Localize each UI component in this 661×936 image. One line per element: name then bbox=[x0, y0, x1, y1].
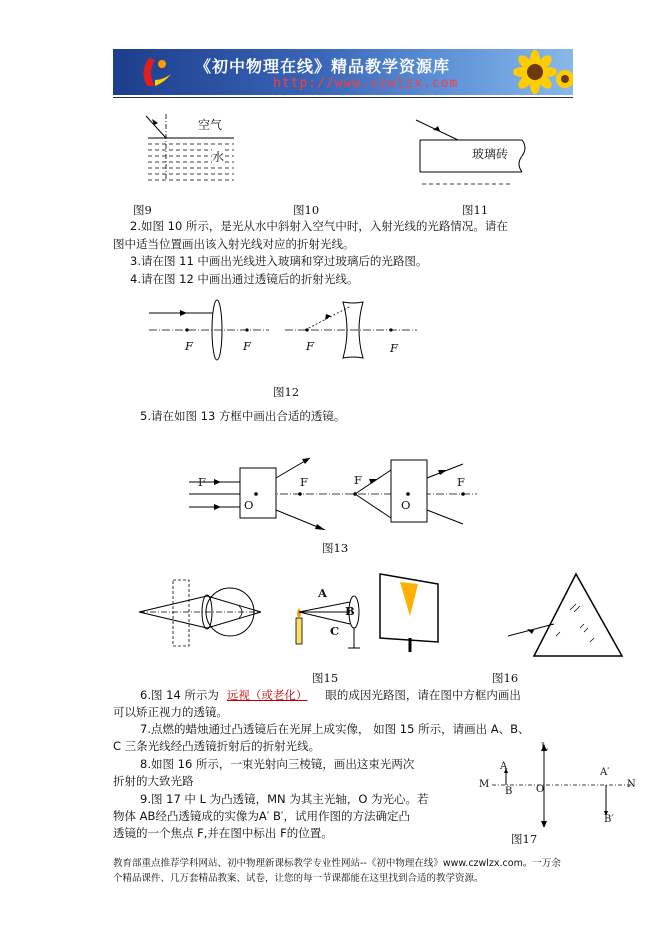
figure-15-diagram bbox=[292, 572, 442, 656]
fig11-caption: 图11 bbox=[462, 203, 489, 217]
fig15-label-c: C bbox=[330, 624, 340, 638]
q9-line3: 透镜的一个焦点 F,并在图中标出 F的位置。 bbox=[113, 826, 333, 840]
q4-text: 4.请在图 12 中画出通过透镜后的折射光线。 bbox=[130, 272, 359, 286]
fig9-caption: 图9 bbox=[133, 203, 152, 217]
fig17-label-n: N bbox=[627, 779, 636, 790]
q2-line2: 图中适当位置画出该入射光线对应的折射光线。 bbox=[113, 237, 355, 251]
fig17-label-l: L bbox=[541, 742, 548, 753]
fig17-label-a: A bbox=[500, 761, 508, 772]
footer-line1: 教育部重点推荐学科网站、初中物理新课标教学专业性网站--《初中物理在线》www.czwlzx.com。一万余 bbox=[113, 858, 561, 869]
q3-text: 3.请在图 11 中画出光线进入玻璃和穿过玻璃后的光路图。 bbox=[130, 254, 428, 268]
fig17-label-o: O bbox=[536, 784, 545, 795]
q2-line1: 2.如图 10 所示，是光从水中斜射入空气中时，入射光线的光路情况。请在 bbox=[130, 219, 508, 233]
q6-line1 bbox=[140, 687, 521, 704]
fig12-f-label-2: F bbox=[243, 339, 251, 353]
sunflower-icon bbox=[505, 49, 573, 95]
fig17-label-a-prime: A′ bbox=[600, 767, 610, 778]
q6-suffix: 眼的成因光路图，请在图中方框内画出 bbox=[325, 688, 521, 702]
fig17-label-m: M bbox=[479, 779, 490, 790]
fig13-o-label-1: O bbox=[244, 498, 254, 512]
q6-answer: 远视（或老化） bbox=[226, 688, 308, 702]
fig12-f-label-3: F bbox=[306, 339, 314, 353]
fig12-f-label-4: F bbox=[390, 341, 398, 355]
fig17-label-b: B bbox=[505, 786, 513, 797]
fig13-f-label-2: F bbox=[300, 475, 308, 489]
fig9-water-label: 水 bbox=[212, 150, 225, 164]
fig10-caption: 图10 bbox=[293, 203, 320, 217]
site-logo-icon bbox=[135, 52, 175, 92]
header-rule bbox=[113, 97, 573, 98]
q7-line2: C 三条光线经凸透镜折射后的折射光线。 bbox=[113, 739, 321, 753]
footer-line2: 个精品课件、几万套精品教案、试卷，让您的每一节课都能在这里找到合适的教学资源。 bbox=[113, 873, 484, 884]
q8-line1: 8.如图 16 所示，一束光射向三棱镜，画出这束光两次 bbox=[140, 757, 415, 771]
q9-line1: 9.图 17 中 L 为凸透镜，MN 为其主光轴，O 为光心。若 bbox=[140, 792, 429, 806]
fig15-label-b: B bbox=[345, 604, 355, 618]
fig13-caption: 图13 bbox=[322, 541, 349, 555]
fig16-caption: 图16 bbox=[492, 671, 519, 685]
banner-title: 《初中物理在线》精品教学资源库 bbox=[195, 57, 451, 76]
fig9-air-label: 空气 bbox=[198, 118, 223, 132]
fig12-caption: 图12 bbox=[273, 385, 300, 399]
fig17-label-b-prime: B′ bbox=[604, 814, 614, 825]
fig13-o-label-2: O bbox=[401, 498, 411, 512]
q6-line2: 可以矫正视力的透镜。 bbox=[113, 705, 228, 719]
q6-prefix: 6.图 14 所示为 bbox=[140, 688, 219, 702]
fig13-f-label-1: F bbox=[198, 475, 206, 489]
fig11-glass-label: 玻璃砖 bbox=[472, 147, 509, 161]
fig13-f-label-4: F bbox=[457, 475, 465, 489]
figure-9-diagram bbox=[140, 110, 240, 188]
q5-text: 5.请在如图 13 方框中画出合适的透镜。 bbox=[140, 409, 346, 423]
fig15-caption: 图15 bbox=[312, 671, 339, 685]
fig13-f-label-3: F bbox=[354, 473, 362, 487]
fig17-caption: 图17 bbox=[511, 832, 538, 846]
q8-line2: 折射的大致光路 bbox=[113, 774, 194, 788]
figure-12-diagram bbox=[145, 290, 425, 370]
figure-14-eye-diagram bbox=[135, 576, 265, 648]
fig12-f-label-1: F bbox=[185, 339, 193, 353]
figure-13-diagram bbox=[185, 450, 485, 530]
fig15-label-a: A bbox=[318, 586, 327, 600]
header-banner bbox=[113, 49, 573, 95]
figure-16-prism-diagram bbox=[500, 570, 630, 662]
q9-line2: 物体 AB经凸透镜成的实像为A′ B′，试用作图的方法确定凸 bbox=[113, 809, 411, 823]
banner-url[interactable]: http://www.czwlzx.com bbox=[273, 76, 459, 91]
q7-line1: 7.点燃的蜡烛通过凸透镜后在光屏上成实像， 如图 15 所示，请画出 A、B、 bbox=[140, 722, 530, 736]
